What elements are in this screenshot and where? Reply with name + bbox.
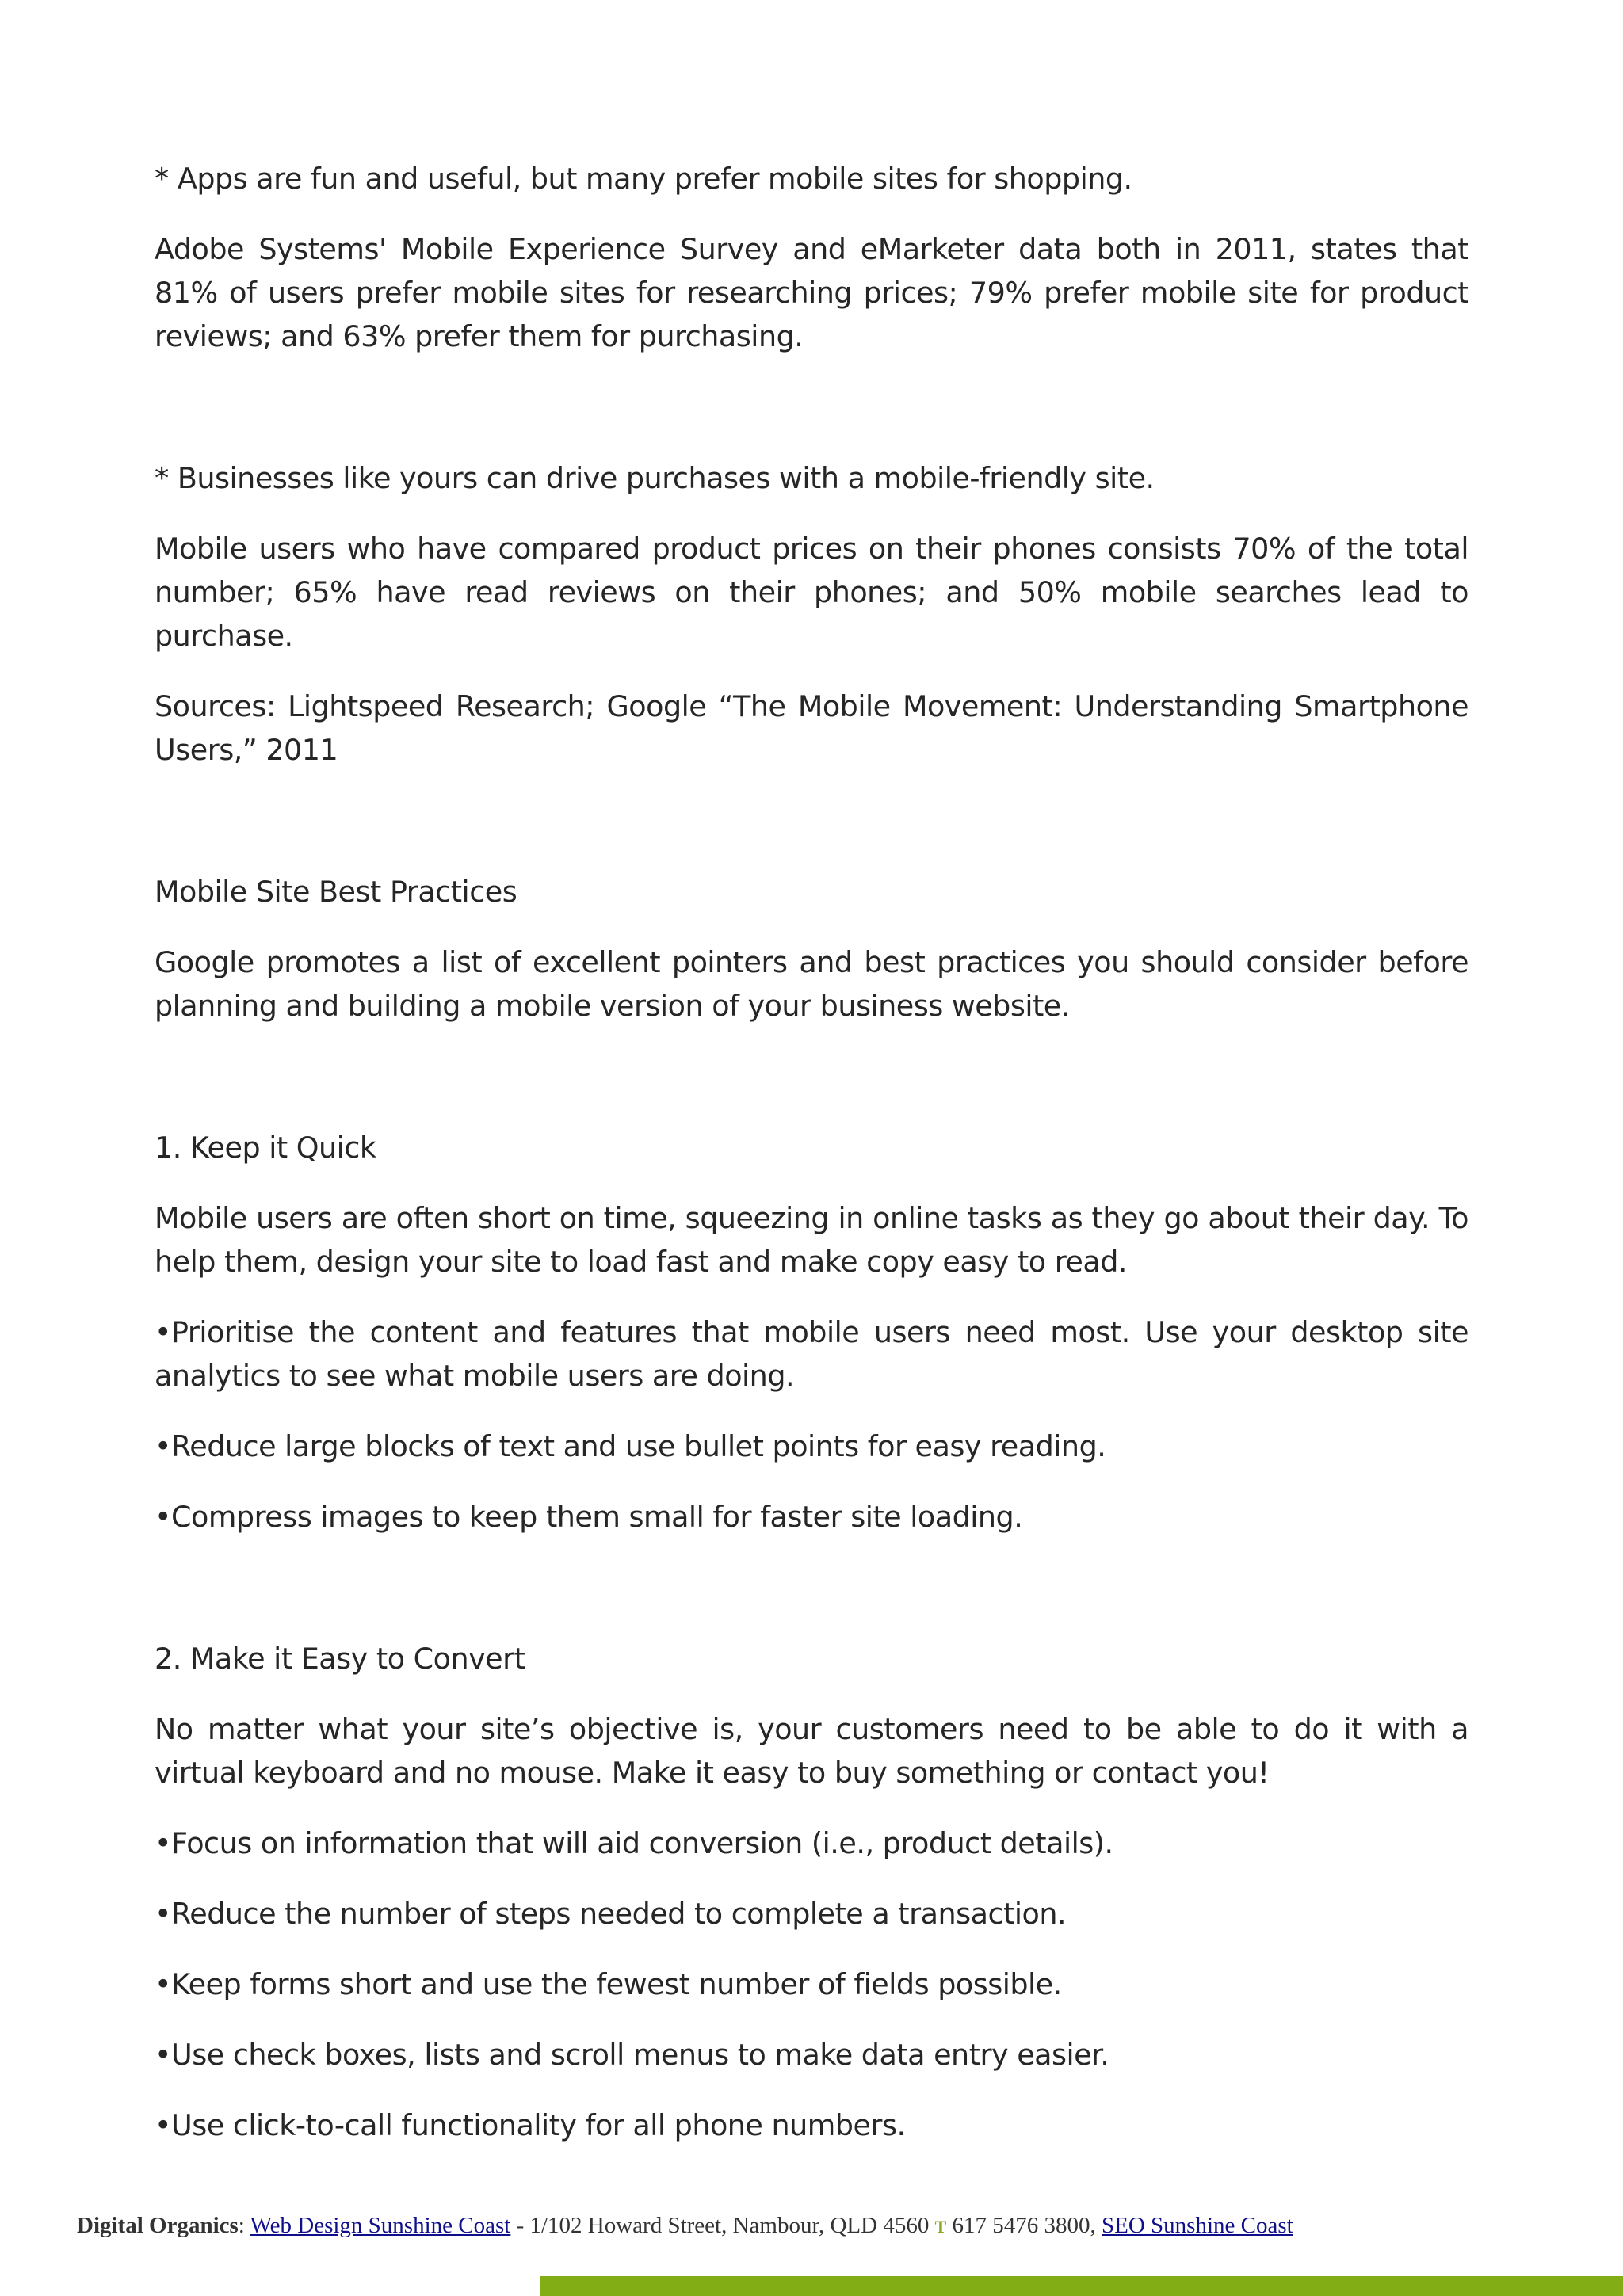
click-to-call-bullet: •Use click-to-call functionality for all phone numbers. bbox=[155, 2108, 906, 2142]
businesses-bullet: * Businesses like yours can drive purchases with a mobile-friendly site. bbox=[155, 461, 1155, 495]
footer-colon: : bbox=[238, 2213, 250, 2238]
footer-brand: Digital Organics bbox=[77, 2213, 239, 2238]
keep-it-quick-heading: 1. Keep it Quick bbox=[155, 1131, 376, 1165]
page-footer bbox=[77, 2213, 1293, 2239]
reduce-text-bullet: •Reduce large blocks of text and use bullet points for easy reading. bbox=[155, 1429, 1106, 1463]
seo-link[interactable]: SEO Sunshine Coast bbox=[1102, 2213, 1293, 2238]
footer-accent-bar bbox=[540, 2276, 1623, 2296]
short-on-time-paragraph: Mobile users are often short on time, squeezing in online tasks as they go about their day. To help them, design your site to load fast and make copy easy to read. bbox=[155, 1201, 1468, 1279]
no-matter-paragraph: No matter what your site’s objective is, your customers need to be able to do it with a virtual keyboard and no mouse. Make it easy to buy something or contact you! bbox=[155, 1712, 1468, 1790]
mobile-users-stats-paragraph: Mobile users who have compared product prices on their phones consists 70% of the total number; 65% have read reviews on their phones; and 50% mobile searches lead to purchase. bbox=[155, 532, 1468, 653]
prioritise-bullet: •Prioritise the content and features that mobile users need most. Use your desktop site analytics to see what mobile users are doing. bbox=[155, 1315, 1468, 1393]
check-boxes-bullet: •Use check boxes, lists and scroll menus to make data entry easier. bbox=[155, 2038, 1109, 2072]
reduce-steps-bullet: •Reduce the number of steps needed to complete a transaction. bbox=[155, 1897, 1067, 1931]
best-practices-heading: Mobile Site Best Practices bbox=[155, 875, 517, 909]
footer-phone: 617 5476 3800, bbox=[946, 2213, 1102, 2238]
footer-address: - 1/102 Howard Street, Nambour, QLD 4560 bbox=[510, 2213, 935, 2238]
easy-convert-heading: 2. Make it Easy to Convert bbox=[155, 1642, 525, 1676]
web-design-link[interactable]: Web Design Sunshine Coast bbox=[250, 2213, 511, 2238]
focus-info-bullet: •Focus on information that will aid conversion (i.e., product details). bbox=[155, 1826, 1113, 1860]
phone-label: T bbox=[934, 2217, 947, 2237]
compress-images-bullet: •Compress images to keep them small for faster site loading. bbox=[155, 1500, 1023, 1534]
google-promotes-paragraph: Google promotes a list of excellent pointers and best practices you should consider before planning and building a mobile version of your business website. bbox=[155, 945, 1468, 1023]
document-body bbox=[155, 157, 1468, 2147]
adobe-survey-paragraph: Adobe Systems' Mobile Experience Survey and eMarketer data both in 2011, states that 81% of users prefer mobile sites for researching prices; 79% prefer mobile site for product reviews; and 63% prefer them for purchasing. bbox=[155, 232, 1468, 353]
sources-paragraph: Sources: Lightspeed Research; Google “The Mobile Movement: Understanding Smartphone Users,” 2011 bbox=[155, 689, 1468, 767]
keep-forms-bullet: •Keep forms short and use the fewest number of fields possible. bbox=[155, 1967, 1062, 2001]
apps-bullet: * Apps are fun and useful, but many prefer mobile sites for shopping. bbox=[155, 162, 1132, 196]
